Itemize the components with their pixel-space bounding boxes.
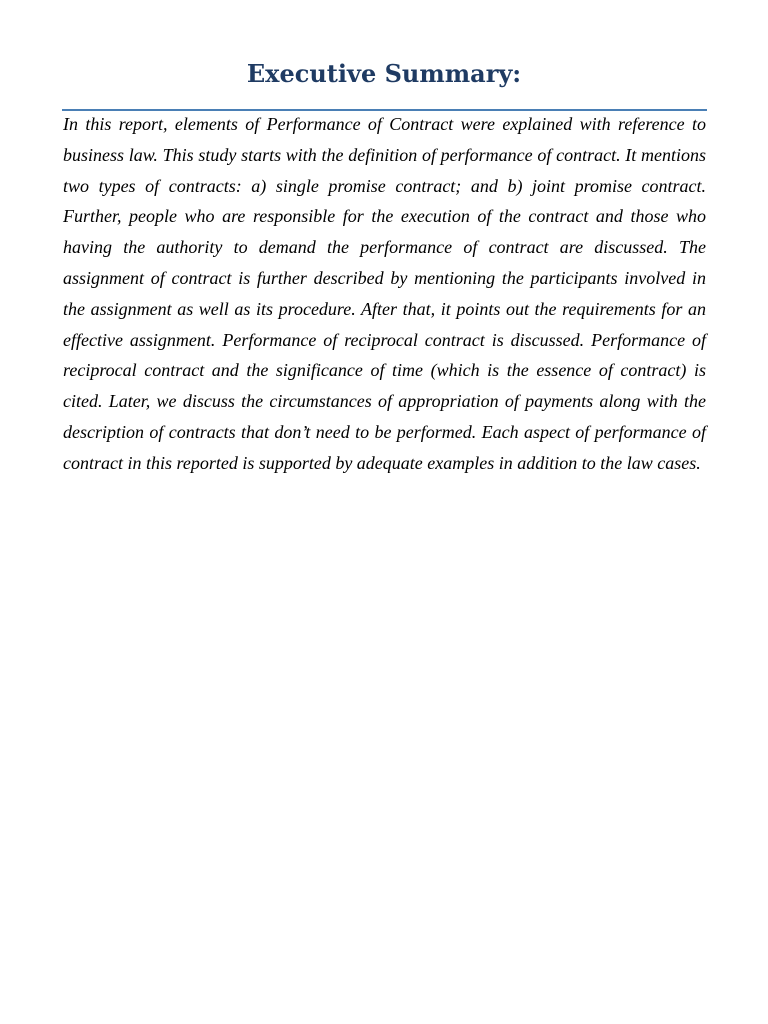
summary-paragraph: In this report, elements of Performance of Contract were explained with reference to business law. This study starts with the definition of performance of contract. It mentions two types of contracts: a) single promise contract; and b) joint promise contract. Further, people who are responsible for the execution of the contract and those who having the authority to demand the performance of contract are discussed. The assignment of contract is further described by mentioning the participants involved in the assignment as well as its procedure. After that, it points out the requirements for an effective assignment. Performance of reciprocal contract is discussed. Performance of reciprocal contract and the significance of time (which is the essence of contract) is cited. Later, we discuss the circumstances of appropriation of payments along with the description of contracts that don’t need to be performed. Each aspect of performance of contract in this reported is supported by adequate examples in addition to the law cases. [63,114,706,473]
page-title: Executive Summary: [246,59,522,88]
